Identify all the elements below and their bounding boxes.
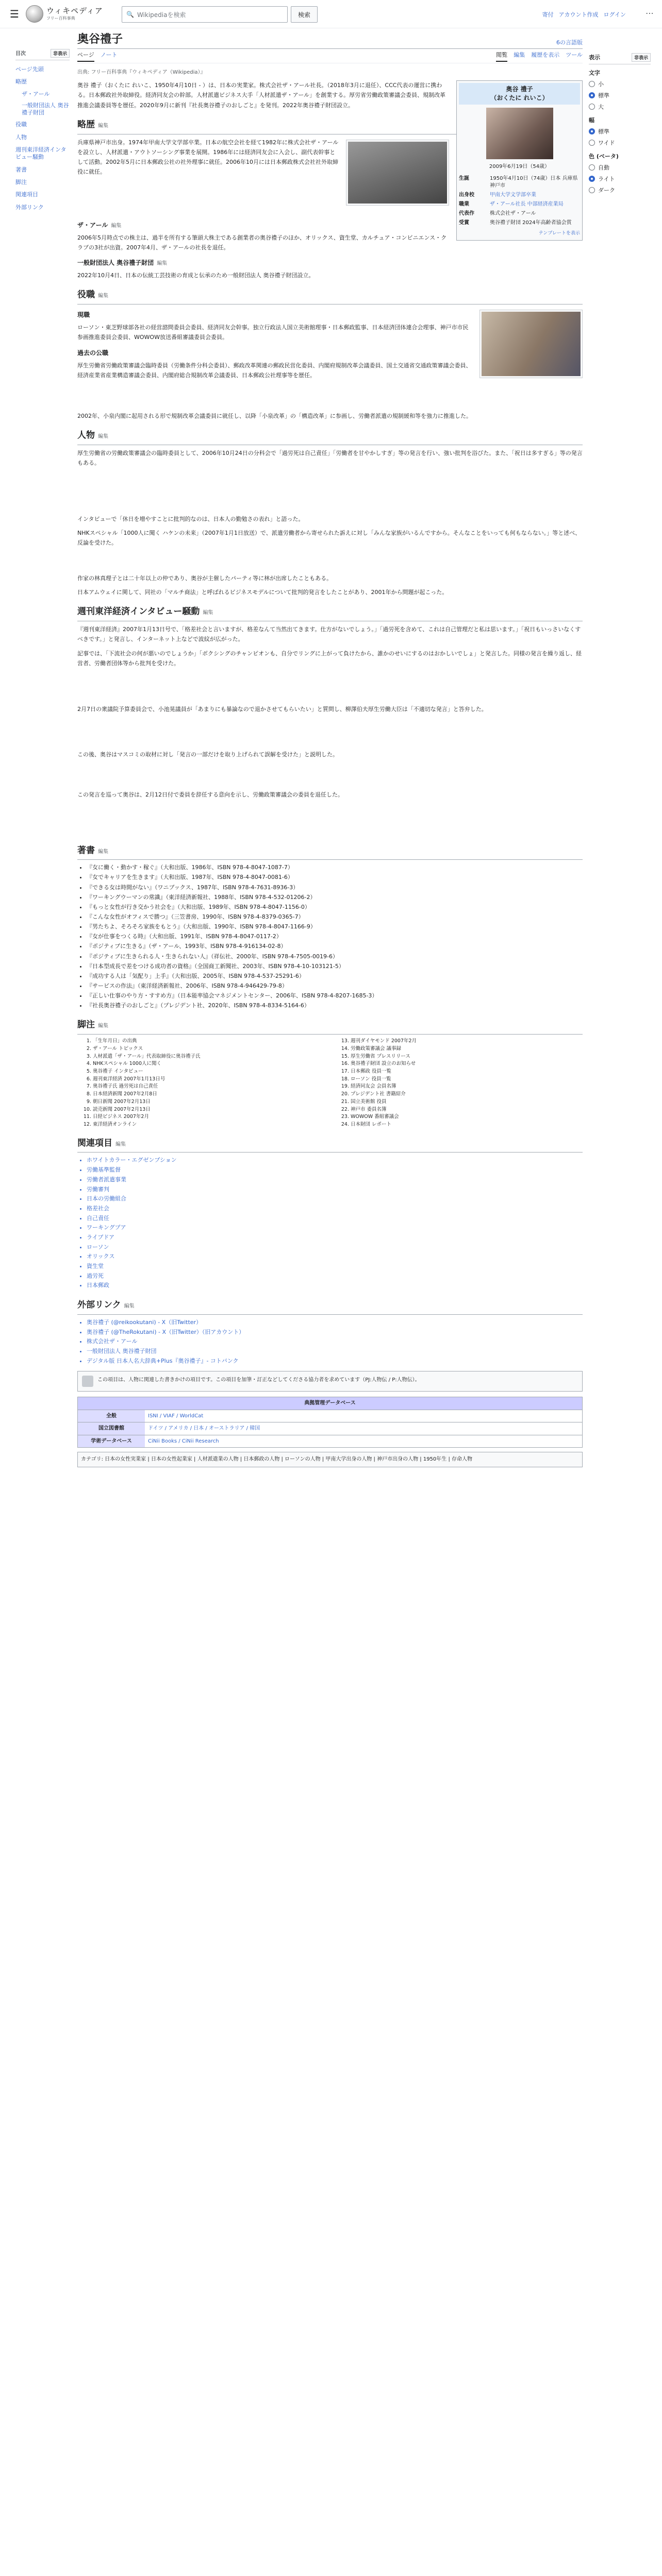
main-menu-icon[interactable]: ☰ bbox=[10, 8, 19, 20]
appearance-title: 表示 bbox=[589, 54, 600, 61]
r-text: 2006年5月時点での株主は、過半を所有する筆頭大株主である創業者の奥谷禮子のほか、オリックス、資生堂、カルチュア・コンビニエンス・クラブの3社が出資。2007年4月、ザ・アールの社長を退任。 bbox=[77, 234, 447, 251]
ref-item[interactable]: 21. 国立美術館 役員 bbox=[351, 1098, 583, 1106]
related-link[interactable]: • ローソン bbox=[87, 1243, 583, 1252]
list-item: • 『女でキャリアを生きます』（大和出版、1987年、ISBN 978-4-8047-0081-6） bbox=[87, 873, 583, 882]
radio-selected-icon bbox=[589, 176, 595, 182]
infobox-row: 代表作 株式会社ザ・アール bbox=[459, 211, 536, 217]
toc-item-books[interactable]: 著書 bbox=[15, 166, 27, 173]
person-stub-icon bbox=[82, 1376, 93, 1387]
radio-selected-icon bbox=[589, 92, 595, 98]
donate-link[interactable]: 寄付 bbox=[542, 11, 554, 18]
current-posts-heading: 現職 bbox=[77, 311, 90, 318]
page-tabs bbox=[77, 49, 583, 63]
external-links-list bbox=[77, 1318, 583, 1366]
ref-item[interactable]: 7. 奥谷禮子氏 過労死は自己責任 bbox=[93, 1083, 325, 1091]
list-item: • 『サービスの作法』（東洋経済新報社、2006年、ISBN 978-4-946429-79-8） bbox=[87, 981, 583, 991]
list-item: • 『こんな女性がオフィスで勝つ』（三笠書房、1990年、ISBN 978-4-8379-0365-7） bbox=[87, 912, 583, 922]
radio-icon bbox=[589, 81, 595, 87]
authority-title: 典拠管理データベース bbox=[78, 1397, 582, 1410]
related-link[interactable]: • ワーキングプア bbox=[87, 1223, 583, 1233]
list-item: • 『女が仕事をつくる時』（大和出版、1991年、ISBN 978-4-8047-0117-2） bbox=[87, 932, 583, 941]
tab-history[interactable]: 履歴を表示 bbox=[531, 51, 560, 58]
related-link[interactable]: • 自己責任 bbox=[87, 1214, 583, 1224]
infobox-template-link[interactable]: テンプレートを表示 bbox=[538, 231, 580, 236]
related-link[interactable]: • 日本郵政 bbox=[87, 1281, 583, 1291]
ref-item[interactable]: 20. プレジデント社 書籍紹介 bbox=[351, 1091, 583, 1098]
infobox-row: 職業 ザ・アール社長 中部経済産業局 bbox=[459, 201, 564, 208]
posts-note: 2002年、小泉内閣に起用される形で規制改革会議委員に就任し、以降「小泉改革」の「構造改革」に参画し、労働者派遣の規制緩和等を強力に推進した。 bbox=[77, 412, 472, 419]
tab-talk[interactable]: ノート bbox=[100, 51, 118, 58]
user-menu-icon[interactable]: ⋯ bbox=[646, 8, 654, 18]
interview-text-2: 記事では、「下流社会の何が悪いのでしょうか」「ボクシングのチャンピオンも、自分でリングに上がって負けたから、誰かのせいにするのはおかしいでしょ」と発言した。同様の発言を繰り返し、経営者、労働者団体等から批判を受けた。 bbox=[77, 650, 582, 667]
related-link[interactable]: • ライブドア bbox=[87, 1233, 583, 1243]
infobox-caption: 2009年6月19日（54歳） bbox=[489, 163, 550, 170]
logo-title: ウィキペディア bbox=[46, 6, 103, 15]
list-item: • 『正しい仕事のやり方・すすめ方』（日本能率協会マネジメントセンター、2006年、ISBN 978-4-8207-1685-3） bbox=[87, 991, 583, 1001]
ref-item[interactable]: 13. 週刊ダイヤモンド 2007年2月 bbox=[351, 1038, 583, 1045]
toc-item-posts[interactable]: 役職 bbox=[15, 121, 27, 128]
photo-thumb bbox=[346, 140, 449, 206]
ref-item[interactable]: 17. 日本郵政 役員一覧 bbox=[351, 1068, 583, 1076]
radio-icon bbox=[589, 140, 595, 146]
radio-selected-icon bbox=[589, 128, 595, 134]
appearance-hide-button[interactable]: 非表示 bbox=[632, 53, 651, 62]
toc-hide-button[interactable]: 非表示 bbox=[51, 49, 70, 58]
person-text-1: 厚生労働省の労働政策審議会の臨時委員として、2006年10月24日の分科会で「過労死は自己責任」「労働者を甘やかしすぎ」等の発言を行い、強い批判を浴びた。また、「祝日は多すぎる」等の発言もある。 bbox=[77, 449, 583, 466]
color-label: 色 (ベータ) bbox=[589, 153, 619, 160]
search-placeholder: Wikipediaを検索 bbox=[137, 11, 186, 19]
edit-link[interactable]: 編集 bbox=[203, 610, 213, 616]
section-refs: 脚注 編集 bbox=[77, 1018, 583, 1035]
section-foundation: 一般財団法人 奥谷禮子財団 編集 bbox=[77, 259, 168, 266]
career-text: 兵庫県神戸市出身。1974年甲南大学文学部卒業。日本の航空会社を経て1982年に株式会社ザ・アールを設立し、人材派遣・アウトソーシング事業を展開。1986年には経済同友会に入会し、副代表幹事として活動。2002年5月に日本郵政公社の社外理事に就任。2006年10月には日本郵政株式会社社外取締役に就任。 bbox=[77, 139, 339, 176]
related-link[interactable]: • 労働者派遣事業 bbox=[87, 1175, 583, 1185]
past-posts-heading: 過去の公職 bbox=[77, 349, 109, 357]
ref-item[interactable]: 15. 厚生労働省 プレスリリース bbox=[351, 1053, 583, 1061]
person-text-3: NHKスペシャル「1000人に聞く ハケンの未来」（2007年1月1日放送）で、派遣労働者から寄せられた訴えに対し「みんな家族がいるんですから。そんなことをいっても何もならない。」等と述べ、反論を受けた。 bbox=[77, 529, 581, 546]
main-content bbox=[77, 31, 583, 1467]
language-button[interactable]: 6の言語版 bbox=[556, 39, 583, 46]
authority-row: 全般 ISNI / VIAF / WorldCat bbox=[78, 1410, 582, 1422]
toc-item-r[interactable]: ザ・アール bbox=[22, 90, 50, 97]
tab-read[interactable]: 閲覧 bbox=[496, 50, 507, 62]
tab-tools[interactable]: ツール bbox=[566, 51, 583, 58]
references bbox=[77, 1038, 583, 1129]
wikipedia-globe-icon bbox=[26, 5, 43, 23]
related-link[interactable]: • 格差社会 bbox=[87, 1204, 583, 1214]
current-posts-text: ローソン・東芝野球部各社の経営諮問委員会委員、経済同友会幹事。独立行政法人国立美術館理事・日本郵政監事、日本経済団体連合会理事、神戸市市民参画推進委員会委員、WOWOW放送番組審議委員会委員。 bbox=[77, 324, 469, 341]
toc-item-links[interactable]: 外部リンク bbox=[15, 204, 44, 211]
list-item: • 『日本型成長で差をつける成功者の資格』（全国商工新聞社、2003年、ISBN 978-4-10-103121-5） bbox=[87, 962, 583, 971]
thumb-image bbox=[348, 142, 447, 204]
categories-box[interactable]: カテゴリ: 日本の女性実業家 | 日本の女性起業家 | 人材派遣業の人物 | 日本郵政の人物 | ローソンの人物 | 甲南大学出身の人物 | 神戸市出身の人物 | 1950年生 | 存命人物 bbox=[77, 1452, 583, 1467]
section-career: 略歴 編集 bbox=[77, 117, 583, 134]
ref-item[interactable]: 24. 日本財団 レポート bbox=[351, 1121, 583, 1129]
tab-edit[interactable]: 編集 bbox=[514, 51, 525, 58]
tab-page[interactable]: ページ bbox=[77, 50, 94, 62]
list-item: • 『ポジティブに生きる』（ザ・アール、1993年、ISBN 978-4-916134-02-8） bbox=[87, 942, 583, 951]
toc-item-interview[interactable]: 週刊東洋経済インタビュー騒動 bbox=[15, 146, 67, 161]
ref-item[interactable]: 23. WOWOW 番組審議会 bbox=[351, 1113, 583, 1121]
refs-col-2 bbox=[340, 1038, 583, 1129]
edit-link[interactable]: 編集 bbox=[111, 223, 122, 229]
infobox-name: 奥谷 禮子 （おくたに れいこ） bbox=[459, 83, 580, 105]
appearance-panel bbox=[589, 49, 651, 197]
interview-text-4: この後、奥谷はマスコミの取材に対し「発言の一部だけを取り上げられて誤解を受けた」と説明した。 bbox=[77, 751, 338, 758]
logo-subtitle: フリー百科事典 bbox=[46, 16, 75, 21]
related-link[interactable]: • 過労死 bbox=[87, 1272, 583, 1281]
list-item: • 『できる女は時間がない』（ワニブックス、1987年、ISBN 978-4-7631-8936-3） bbox=[87, 883, 583, 892]
stub-notice: この項目は、人物に関連した書きかけの項目です。この項目を加筆・訂正などしてくださる協力者を求めています（PJ:人物伝 / P:人物伝）。 bbox=[77, 1371, 583, 1392]
radio-icon bbox=[589, 187, 595, 193]
ref-item[interactable]: 12. 東洋経済オンライン bbox=[93, 1121, 325, 1129]
related-link[interactable]: • ホワイトカラー・エグゼンプション bbox=[87, 1156, 583, 1165]
edit-link[interactable]: 編集 bbox=[157, 261, 168, 266]
foundation-text: 2022年10月4日、日本の伝統工芸技術の育成と伝承のため一般財団法人 奥谷禮子財団設立。 bbox=[77, 272, 315, 279]
toc-item-career[interactable]: 略歴 bbox=[15, 78, 27, 86]
ref-item[interactable]: 6. 週刊東洋経済 2007年1月13日号 bbox=[93, 1076, 325, 1083]
color-dark[interactable]: ダーク bbox=[589, 186, 651, 194]
ref-item[interactable]: 14. 労働政策審議会 議事録 bbox=[351, 1045, 583, 1053]
external-link[interactable]: • 奥谷禮子 (@reikookutani) - X（旧Twitter） bbox=[87, 1318, 583, 1328]
authority-control bbox=[77, 1397, 583, 1448]
color-light[interactable]: ライト bbox=[589, 175, 651, 183]
list-item: • 『もっと女性が行き交かう社会を』（大和出版、1989年、ISBN 978-4-8047-1156-0） bbox=[87, 903, 583, 912]
width-label: 幅 bbox=[589, 117, 594, 124]
radio-icon bbox=[589, 104, 595, 110]
person-text-4: 作家の林真理子とは二十年以上の仲であり、奥谷が主催したパーティ等に林が出席したこともある。 bbox=[77, 574, 333, 582]
toc-item-foundation[interactable]: 一般財団法人 奥谷禮子財団 bbox=[22, 101, 69, 116]
books-list bbox=[77, 863, 583, 1010]
create-account-link[interactable]: アカウント作成 bbox=[558, 11, 599, 18]
ref-item[interactable]: 2. ザ・アール トピックス bbox=[93, 1045, 325, 1053]
list-item: • 『ポジティブに生きられる人・生きられない人』（祥伝社、2000年、ISBN 978-4-7505-0019-6） bbox=[87, 952, 583, 961]
search-button[interactable]: 検索 bbox=[291, 6, 318, 23]
ref-item[interactable]: 16. 奥谷禮子財団 設立のお知らせ bbox=[351, 1060, 583, 1068]
refs-col-1 bbox=[82, 1038, 325, 1129]
related-link[interactable]: • 資生堂 bbox=[87, 1262, 583, 1272]
site-logo[interactable] bbox=[26, 5, 103, 23]
intro-paragraph: 奥谷 禮子（おくたに れいこ、1950年4月10日 - ）は、日本の実業家。株式会社ザ・アール社長。（2018年3月に退任）、CCC代表の運営に携わる。日本郵政社外取締役。経済同友会の幹部。人材派遣ビジネス大手「人材派遣ザ・アール」を創業する。厚労省労働政策審議会委員、規制改革推進会議委員等を歴任。2020年9月に新刊『社長奥谷禮子のおしごと』を発刊。2022年奥谷禮子財団設立。 bbox=[77, 82, 446, 109]
related-link[interactable]: • オリックス bbox=[87, 1252, 583, 1262]
edit-link[interactable]: 編集 bbox=[98, 433, 108, 439]
page-title: 奥谷禮子 bbox=[77, 32, 123, 46]
related-list bbox=[77, 1156, 583, 1291]
edit-link[interactable]: 編集 bbox=[98, 1023, 108, 1029]
external-link[interactable]: • 一般財団法人 奥谷禮子財団 bbox=[87, 1347, 583, 1357]
infobox-row: 出身校 甲南大学文学部卒業 bbox=[459, 192, 536, 198]
ref-item[interactable]: 1. 「生年月日」の出典 bbox=[93, 1038, 325, 1045]
edit-link[interactable]: 編集 bbox=[98, 123, 108, 129]
edit-link[interactable]: 編集 bbox=[98, 293, 108, 299]
article-body bbox=[77, 80, 583, 1467]
related-link[interactable]: • 労働審判 bbox=[87, 1185, 583, 1195]
login-link[interactable]: ログイン bbox=[603, 11, 626, 18]
interview-text-3: 2月7日の衆議院予算委員会で、小池晃議員が「あまりにも暴論なので退かさせてもらいたい」と質問し、柳澤伯夫厚生労働大臣は「不適切な発言」と答弁した。 bbox=[77, 705, 487, 713]
external-link[interactable]: • 株式会社ザ・アール bbox=[87, 1337, 583, 1347]
search-input[interactable] bbox=[122, 6, 288, 23]
section-interview: 週刊東洋経済インタビュー騒動 編集 bbox=[77, 604, 583, 621]
ref-item[interactable]: 22. 神戸市 委員名簿 bbox=[351, 1106, 583, 1114]
section-r: ザ・アール 編集 bbox=[77, 221, 122, 229]
list-item: • 『社長奥谷禮子のおしごと』（プレジデント社、2020年、ISBN 978-4-8334-5164-6） bbox=[87, 1001, 583, 1010]
person-text-5: 日本アムウェイに関して、同社の「マルチ商法」と呼ばれるビジネスモデルについて批判的発言をしたことがあり、2001年から問題が起こった。 bbox=[77, 589, 448, 596]
list-item: • 『男たちよ、そろそろ家族をもとう』（大和出版、1990年、ISBN 978-4-8047-1166-9） bbox=[87, 922, 583, 931]
ref-item[interactable]: 5. 奥谷禮子 インタビュー bbox=[93, 1068, 325, 1076]
section-posts: 役職 編集 bbox=[77, 287, 583, 304]
edit-link[interactable]: 編集 bbox=[124, 1303, 135, 1310]
infobox bbox=[456, 80, 583, 241]
search-icon: 🔍 bbox=[126, 11, 134, 18]
authority-row: 国立図書館 ドイツ / アメリカ / 日本 / オーストラリア / 韓国 bbox=[78, 1422, 582, 1435]
ref-item[interactable]: 11. 日経ビジネス 2007年2月 bbox=[93, 1113, 325, 1121]
user-links bbox=[542, 10, 626, 19]
width-wide[interactable]: ワイド bbox=[589, 139, 651, 147]
toc-sidebar bbox=[15, 49, 70, 214]
ref-item[interactable]: 10. 読売新聞 2007年2月13日 bbox=[93, 1106, 325, 1114]
radio-icon bbox=[589, 164, 595, 171]
portrait-photo bbox=[486, 108, 553, 159]
list-item: • 『ワーキングウーマンの常識』（東洋経済新報社、1988年、ISBN 978-4-532-01206-2） bbox=[87, 893, 583, 902]
authority-row: 学術データベース CiNii Books / CiNii Research bbox=[78, 1435, 582, 1448]
section-person: 人物 編集 bbox=[77, 428, 583, 445]
external-link[interactable]: • デジタル版 日本人名大辞典+Plus『奥谷禮子』- コトバンク bbox=[87, 1357, 583, 1366]
text-size-large[interactable]: 大 bbox=[589, 103, 651, 111]
toc-item-related[interactable]: 関連項目 bbox=[15, 191, 38, 198]
list-item: • 『女に働く・動かす・稼ぐ』（大和出版、1986年、ISBN 978-4-8047-1087-7） bbox=[87, 863, 583, 872]
related-link[interactable]: • 日本の労働組合 bbox=[87, 1194, 583, 1204]
past-posts-text: 厚生労働省労働政策審議会臨時委員（労働条件分科会委員）、郵政改革関連の郵政民営化委員、内閣府規制改革会議委員、国土交通省交通政策審議会委員、経済産業省産業構造審議会委員、内閣府総合規制改革会議委員、日本郵政公社理事等を歴任。 bbox=[77, 362, 472, 379]
toc-item-refs[interactable]: 脚注 bbox=[15, 178, 27, 185]
text-size-small[interactable]: 小 bbox=[589, 80, 651, 88]
ref-item[interactable]: 9. 朝日新聞 2007年2月13日 bbox=[93, 1098, 325, 1106]
from-wikipedia: 出典: フリー百科事典『ウィキペディア（Wikipedia）』 bbox=[77, 70, 206, 75]
external-link[interactable]: • 奥谷禮子 (@TheRokutani) - X（旧Twitter）（旧アカウント） bbox=[87, 1328, 583, 1337]
section-links: 外部リンク 編集 bbox=[77, 1298, 583, 1315]
infobox-row: 受賞 奥谷禮子財団 2024年高齢者協会賞 bbox=[459, 220, 572, 226]
toc-item-top[interactable]: ページ先頭 bbox=[15, 66, 44, 73]
ref-item[interactable]: 3. 人材派遣「ザ・アール」代表取締役に奥谷禮子氏 bbox=[93, 1053, 325, 1061]
edit-link[interactable]: 編集 bbox=[98, 849, 108, 855]
ref-item[interactable]: 18. ローソン 役員一覧 bbox=[351, 1076, 583, 1083]
section-related: 関連項目 編集 bbox=[77, 1136, 583, 1153]
thumb-image bbox=[482, 312, 581, 376]
interview-text-1: 『週刊東洋経済』2007年1月13日号で、「格差社会と言いますが、格差なんて当然出てきます。仕方がないでしょう。」「過労死を含めて、これは自己管理だと私は思います。」「祝日もいっさいなくすべきです。」と発言し、インターネット上などで波紋が広がった。 bbox=[77, 626, 581, 643]
toc-item-person[interactable]: 人物 bbox=[15, 133, 27, 141]
related-link[interactable]: • 労働基準監督 bbox=[87, 1165, 583, 1175]
ref-item[interactable]: 4. NHKスペシャル 1000人に聞く bbox=[93, 1060, 325, 1068]
ref-item[interactable]: 8. 日本経済新聞 2007年2月8日 bbox=[93, 1091, 325, 1098]
person-text-2: インタビューで「休日を増やすことに批判的なのは、日本人の勤勉さの表れ」と語った。 bbox=[77, 515, 304, 522]
photo-thumb bbox=[479, 310, 583, 378]
site-header bbox=[0, 0, 662, 28]
edit-link[interactable]: 編集 bbox=[115, 1141, 126, 1147]
infobox-row: 生誕 1950年4月10日（74歳）日本 兵庫県神戸市 bbox=[459, 176, 578, 189]
text-size-standard[interactable]: 標準 bbox=[589, 91, 651, 99]
interview-text-5: この発言を巡って奥谷は、2月12日付で委員を辞任する意向を示し、労働政策審議会の委員を退任した。 bbox=[77, 791, 343, 798]
toc-heading: 目次 bbox=[15, 51, 26, 57]
ref-item[interactable]: 19. 経済同友会 会員名簿 bbox=[351, 1083, 583, 1091]
text-size-label: 文字 bbox=[589, 70, 600, 76]
section-books: 著書 編集 bbox=[77, 843, 583, 860]
color-auto[interactable]: 自動 bbox=[589, 163, 651, 172]
list-item: • 『成功する人は「気配り」上手』（大和出版、2005年、ISBN 978-4-537-25291-6） bbox=[87, 972, 583, 981]
width-standard[interactable]: 標準 bbox=[589, 127, 651, 135]
